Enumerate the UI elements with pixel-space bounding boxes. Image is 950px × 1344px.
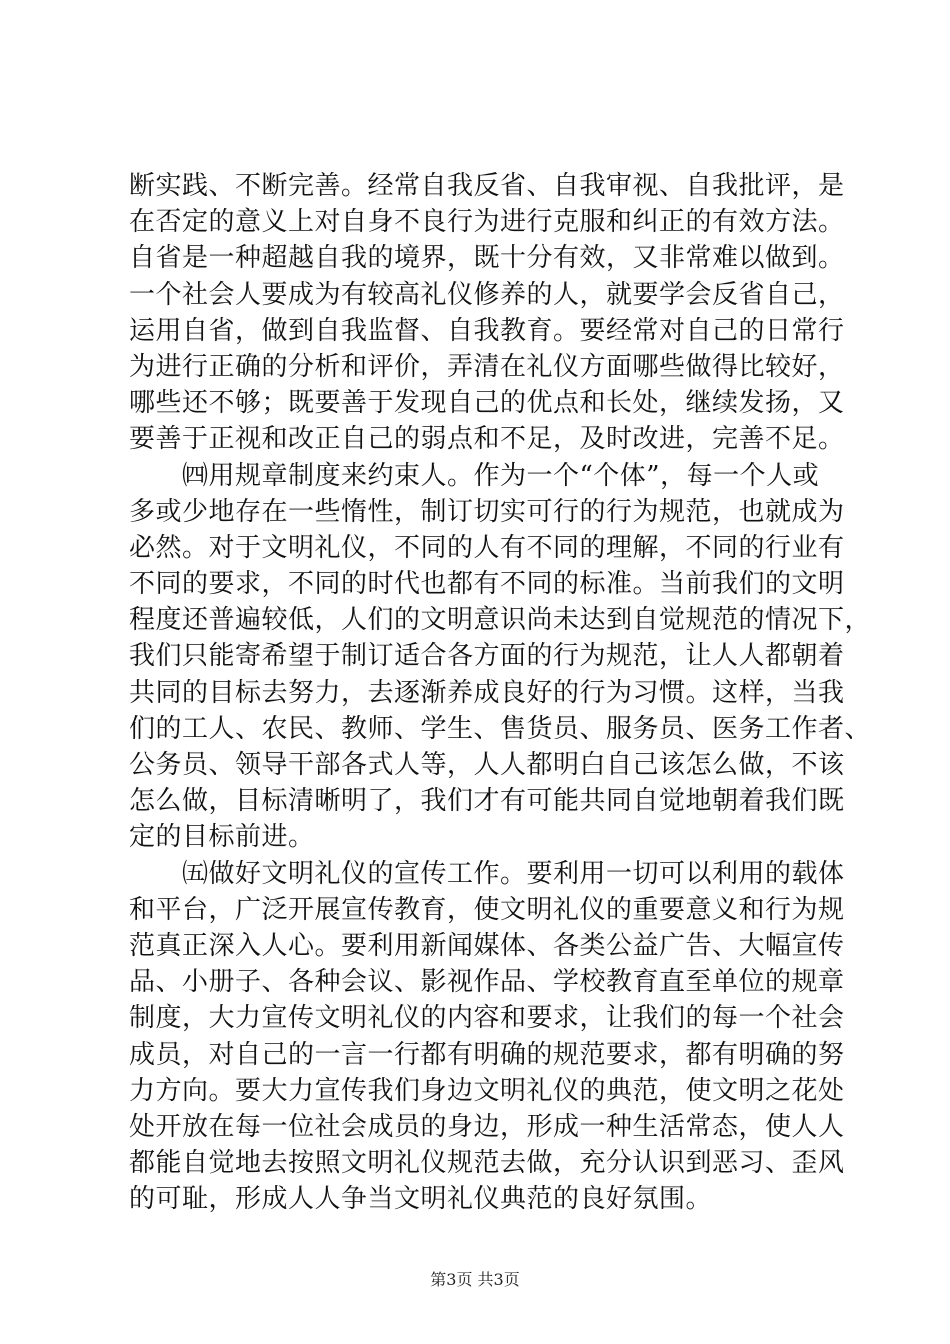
text-line: 怎么做，目标清晰明了，我们才有可能共同自觉地朝着我们既: [129, 786, 845, 817]
text-line: 一个社会人要成为有较高礼仪修养的人，就要学会反省自己，: [129, 279, 845, 310]
text-line: 程度还普遍较低，人们的文明意识尚未达到自觉规范的情况下，: [129, 605, 872, 636]
body-text: [129, 168, 872, 1217]
text-line: 定的目标前进。: [129, 822, 315, 853]
text-line: 哪些还不够；既要善于发现自己的优点和长处，继续发扬，又: [129, 388, 845, 419]
text-line: 共同的目标去努力，去逐渐养成良好的行为习惯。这样，当我: [129, 677, 845, 708]
text-line: 和平台，广泛开展宣传教育，使文明礼仪的重要意义和行为规: [129, 894, 845, 925]
text-line: 在否定的意义上对自身不良行为进行克服和纠正的有效方法。: [129, 207, 845, 238]
text-line: 运用自省，做到自我监督、自我教育。要经常对自己的日常行: [129, 315, 845, 346]
text-line: 必然。对于文明礼仪，不同的人有不同的理解，不同的行业有: [129, 532, 845, 563]
text-line: 为进行正确的分析和评价，弄清在礼仪方面哪些做得比较好，: [129, 351, 845, 382]
text-line: 断实践、不断完善。经常自我反省、自我审视、自我批评，是: [129, 171, 845, 201]
text-line: 要善于正视和改正自己的弱点和不足，及时改进，完善不足。: [129, 424, 845, 455]
text-line: 的可耻，形成人人争当文明礼仪典范的良好氛围。: [129, 1184, 713, 1215]
text-line: 范真正深入人心。要利用新闻媒体、各类公益广告、大幅宣传: [129, 930, 845, 961]
text-line: 品、小册子、各种会议、影视作品、学校教育直至单位的规章: [129, 967, 845, 998]
text-line: 都能自觉地去按照文明礼仪规范去做，充分认识到恶习、歪风: [129, 1148, 845, 1179]
text-line: 们的工人、农民、教师、学生、售货员、服务员、医务工作者、: [129, 713, 872, 744]
text-line: 自省是一种超越自我的境界，既十分有效，又非常难以做到。: [129, 243, 845, 274]
text-line: ㈣用规章制度来约束人。作为一个“个体”，每一个人或: [129, 460, 820, 491]
text-line: 处开放在每一位社会成员的身边，形成一种生活常态，使人人: [129, 1111, 845, 1142]
text-line: 不同的要求，不同的时代也都有不同的标准。当前我们的文明: [129, 569, 845, 600]
page-number-footer: 第3页 共3页: [430, 1270, 520, 1289]
text-line: 我们只能寄希望于制订适合各方面的行为规范，让人人都朝着: [129, 641, 845, 672]
text-line: 成员，对自己的一言一行都有明确的规范要求，都有明确的努: [129, 1039, 845, 1070]
text-line: ㈤做好文明礼仪的宣传工作。要利用一切可以利用的载体: [129, 858, 845, 889]
text-line: 力方向。要大力宣传我们身边文明礼仪的典范，使文明之花处: [129, 1075, 845, 1106]
text-line: 公务员、领导干部各式人等，人人都明白自己该怎么做，不该: [129, 750, 845, 780]
text-line: 多或少地存在一些惰性，制订切实可行的行为规范，也就成为: [129, 496, 845, 527]
text-line: 制度，大力宣传文明礼仪的内容和要求，让我们的每一个社会: [129, 1003, 845, 1034]
